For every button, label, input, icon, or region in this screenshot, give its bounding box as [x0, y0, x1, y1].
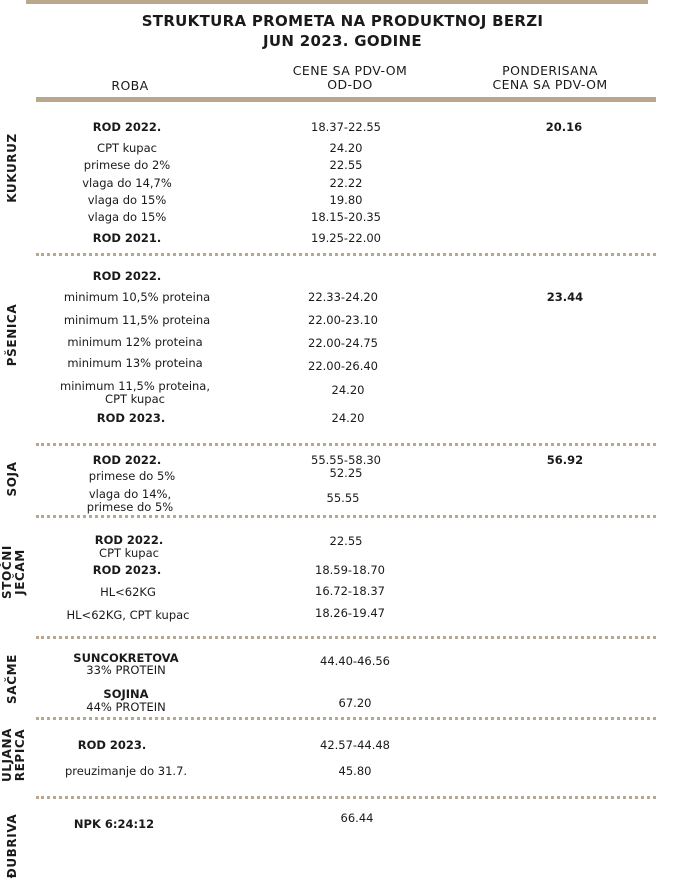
jecam-price-4: 18.26-19.47 [315, 606, 385, 620]
category-djubriva: ĐUBRIVA [5, 813, 19, 879]
category-sacme: SAČME [5, 654, 19, 704]
psenica-price-6: 24.20 [331, 383, 365, 397]
section-divider [36, 717, 656, 720]
djubriva-item-1: NPK 6:24:12 [73, 817, 155, 831]
jecam-price-3: 16.72-18.37 [315, 584, 385, 598]
soja-item-1: ROD 2022. [92, 453, 162, 467]
soja-item-2: primese do 5% [88, 469, 176, 483]
psenica-price-2: 22.33-24.20 [308, 290, 378, 304]
category-jecam-line2: JEČAM [13, 549, 27, 595]
psenica-item-1: ROD 2022. [92, 269, 162, 283]
sacme-item-1-line2: 33% PROTEIN [86, 663, 166, 677]
jecam-item-3: HL<62KG [100, 585, 156, 599]
category-psenica: PŠENICA [5, 303, 19, 367]
category-kukuruz: KUKURUZ [5, 133, 19, 203]
kukuruz-item-6: vlaga do 15% [87, 210, 167, 224]
sacme-item-1: SUNCOKRETOVA [73, 651, 179, 665]
category-repica-line1: ULJANA [0, 727, 14, 783]
psenica-price-4: 22.00-24.75 [308, 336, 378, 350]
kukuruz-weighted: 20.16 [545, 120, 583, 134]
sacme-item-2-line2: 44% PROTEIN [86, 700, 166, 714]
category-jecam-line1: STOČNI [0, 545, 14, 599]
soja-item-3-line2: primese do 5% [86, 500, 174, 514]
jecam-item-2: ROD 2023. [92, 563, 162, 577]
header-rule [36, 97, 656, 102]
soja-weighted: 56.92 [546, 453, 584, 467]
kukuruz-price-5: 19.80 [329, 193, 363, 207]
section-divider [36, 515, 656, 518]
soja-price-1: 55.55-58.30 [311, 453, 381, 467]
kukuruz-item-5: vlaga do 15% [87, 193, 167, 207]
category-repica [1, 728, 27, 782]
kukuruz-item-7: ROD 2021. [92, 231, 162, 245]
sacme-price-1: 44.40-46.56 [320, 654, 390, 668]
djubriva-price-1: 66.44 [340, 811, 374, 825]
top-rule [26, 0, 648, 4]
psenica-item-6: minimum 11,5% proteina, [60, 379, 210, 393]
kukuruz-item-3: primese do 2% [83, 158, 171, 172]
repica-item-1: ROD 2023. [77, 738, 147, 752]
kukuruz-item-1: ROD 2022. [92, 120, 162, 134]
header-ponderisana-line1: PONDERISANA [502, 63, 598, 78]
soja-item-3: vlaga do 14%, [88, 487, 172, 501]
kukuruz-price-6: 18.15-20.35 [311, 210, 381, 224]
jecam-item-4: HL<62KG, CPT kupac [66, 608, 190, 622]
soja-price-2: 52.25 [329, 466, 363, 480]
kukuruz-item-4: vlaga do 14,7% [82, 176, 172, 190]
jecam-price-2: 18.59-18.70 [315, 563, 385, 577]
header-ponderisana-line2: CENA SA PDV-OM [492, 77, 608, 92]
kukuruz-price-3: 22.55 [329, 158, 363, 172]
repica-price-1: 42.57-44.48 [320, 738, 390, 752]
header-cene-line1: CENE SA PDV-OM [292, 63, 408, 78]
jecam-item-1-line2: CPT kupac [99, 546, 159, 560]
kukuruz-price-1: 18.37-22.55 [311, 120, 381, 134]
repica-price-2: 45.80 [338, 764, 372, 778]
psenica-item-4: minimum 12% proteina [67, 335, 203, 349]
psenica-price-3: 22.00-23.10 [308, 313, 378, 327]
psenica-weighted: 23.44 [546, 290, 584, 304]
repica-item-2: preuzimanje do 31.7. [64, 764, 188, 778]
section-divider [36, 636, 656, 639]
kukuruz-price-2: 24.20 [329, 141, 363, 155]
psenica-item-2: minimum 10,5% proteina [63, 290, 211, 304]
section-divider [36, 796, 656, 799]
page-title: STRUKTURA PROMETA NA PRODUKTNOJ BERZI [141, 12, 544, 30]
psenica-price-5: 22.00-26.40 [308, 359, 378, 373]
sacme-item-2: SOJINA [103, 687, 149, 701]
psenica-item-7: ROD 2023. [96, 411, 166, 425]
soja-price-3: 55.55 [326, 491, 360, 505]
category-jecam [1, 545, 27, 599]
section-divider [36, 253, 656, 256]
section-divider [36, 443, 656, 446]
category-soja: SOJA [5, 461, 19, 497]
header-cene-line2: OD-DO [327, 77, 373, 92]
psenica-item-3: minimum 11,5% proteina [63, 313, 211, 327]
sacme-price-2: 67.20 [338, 696, 372, 710]
psenica-item-5: minimum 13% proteina [67, 356, 203, 370]
kukuruz-price-7: 19.25-22.00 [311, 231, 381, 245]
header-roba: ROBA [111, 78, 149, 93]
kukuruz-price-4: 22.22 [329, 176, 363, 190]
kukuruz-item-2: CPT kupac [97, 141, 157, 155]
psenica-item-6-line2: CPT kupac [105, 392, 165, 406]
page-subtitle: JUN 2023. GODINE [263, 32, 422, 50]
category-repica-line2: REPICA [13, 728, 27, 782]
jecam-price-1: 22.55 [329, 534, 363, 548]
jecam-item-1: ROD 2022. [94, 533, 164, 547]
psenica-price-7: 24.20 [331, 411, 365, 425]
